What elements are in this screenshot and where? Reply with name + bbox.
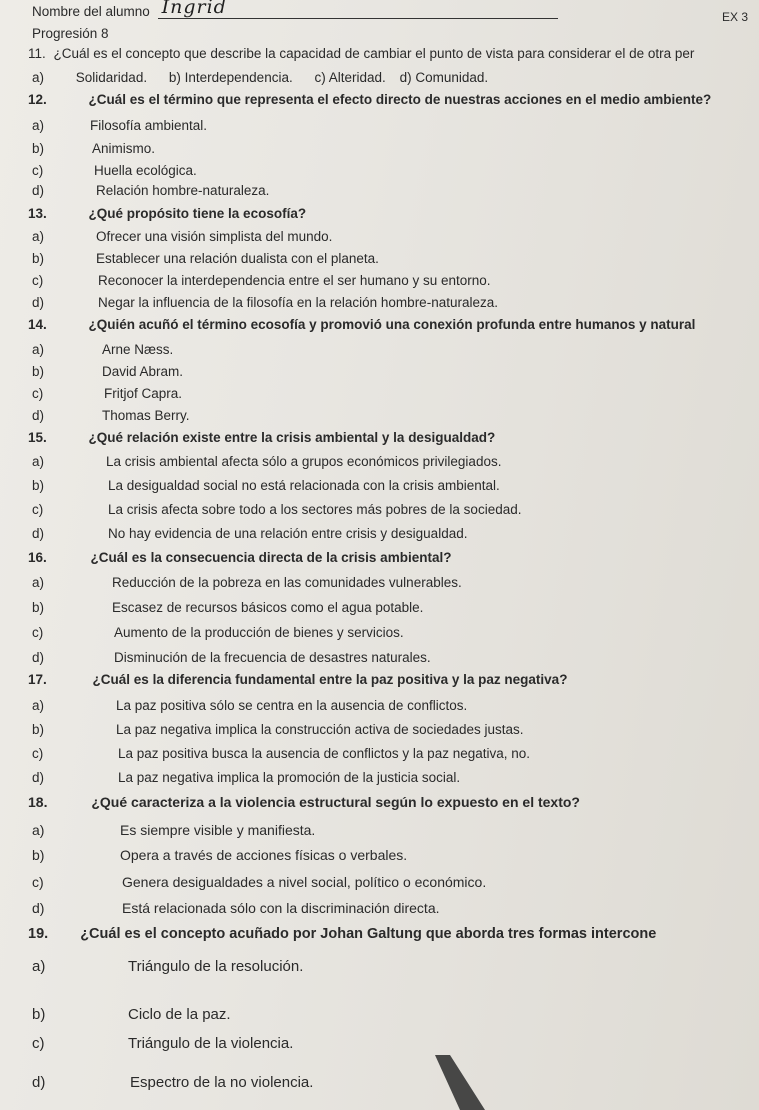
option-text: Ciclo de la paz. — [128, 1006, 231, 1023]
question-16 — [28, 550, 451, 565]
question-number: 16. — [28, 550, 47, 565]
option-letter: b) — [32, 1006, 46, 1023]
option-text: Establecer una relación dualista con el planeta. — [96, 251, 379, 266]
option-text: Interdependencia. — [184, 70, 293, 85]
option-letter: b) — [32, 251, 45, 266]
option-letter: a) — [32, 454, 45, 469]
q15-option-c — [32, 502, 522, 517]
option-letter: c) — [32, 502, 44, 517]
q13-option-c — [32, 273, 491, 288]
question-17 — [28, 672, 567, 687]
option-letter: b) — [32, 141, 45, 156]
option-letter: c) — [32, 386, 44, 401]
student-name-handwritten: Ingrid — [161, 0, 227, 18]
question-19 — [28, 926, 656, 942]
question-number: 17. — [28, 672, 47, 687]
q18-option-c — [32, 874, 487, 890]
option-letter: c) — [32, 625, 44, 640]
q16-option-c — [32, 625, 404, 640]
q11-options — [32, 70, 488, 85]
option-letter: b) — [168, 70, 181, 85]
q14-option-a — [32, 342, 174, 357]
option-letter: a) — [32, 342, 45, 357]
q13-option-b — [32, 251, 379, 266]
pen-shadow — [405, 1055, 485, 1110]
option-text: La paz negativa implica la construcción activa de sociedades justas. — [116, 722, 524, 737]
q16-option-b — [32, 600, 424, 615]
option-letter: b) — [32, 364, 45, 379]
question-number: 11. — [28, 46, 46, 61]
option-letter: a) — [32, 575, 45, 590]
question-number: 12. — [28, 92, 47, 107]
option-letter: a) — [32, 698, 45, 713]
question-12 — [28, 92, 711, 107]
q12-option-b — [32, 141, 156, 156]
q14-option-b — [32, 364, 184, 379]
option-letter: a) — [32, 70, 45, 85]
option-text: Genera desigualdades a nivel social, político o económico. — [122, 874, 487, 890]
option-letter: a) — [32, 229, 45, 244]
option-letter: b) — [32, 722, 45, 737]
option-letter: b) — [32, 847, 45, 863]
option-text: La paz positiva sólo se centra en la ausencia de conflictos. — [116, 698, 468, 713]
option-text: La paz negativa implica la promoción de la justicia social. — [118, 770, 461, 785]
option-text: Animismo. — [92, 141, 156, 156]
option-text: Disminución de la frecuencia de desastres naturales. — [114, 650, 431, 665]
name-label: Nombre del alumno — [32, 4, 150, 19]
q16-option-d — [32, 650, 431, 665]
q15-option-d — [32, 526, 468, 541]
option-text: La desigualdad social no está relacionada con la crisis ambiental. — [108, 478, 500, 493]
q18-option-b — [32, 847, 408, 863]
question-text: ¿Quién acuñó el término ecosofía y promovió una conexión profunda entre humanos y natural — [88, 317, 696, 332]
question-number: 18. — [28, 794, 48, 810]
q13-option-d — [32, 295, 498, 310]
q17-option-a — [32, 698, 468, 713]
option-text: Escasez de recursos básicos como el agua potable. — [112, 600, 424, 615]
option-text: Solidaridad. — [75, 70, 148, 85]
option-text: Arne Næss. — [102, 342, 174, 357]
q19-option-c — [32, 1035, 294, 1052]
q19-option-a — [32, 958, 304, 975]
option-text: Triángulo de la resolución. — [128, 958, 304, 975]
option-letter: d) — [399, 70, 412, 85]
option-letter: d) — [32, 295, 45, 310]
option-letter: b) — [32, 600, 45, 615]
question-number: 14. — [28, 317, 47, 332]
option-letter: a) — [32, 822, 45, 838]
student-name-row — [32, 2, 558, 19]
question-18 — [28, 794, 580, 810]
option-text: No hay evidencia de una relación entre crisis y desigualdad. — [108, 526, 468, 541]
option-letter: d) — [32, 900, 45, 916]
name-field — [158, 2, 558, 19]
option-letter: c) — [314, 70, 326, 85]
q14-option-c — [32, 386, 183, 401]
option-letter: d) — [32, 408, 45, 423]
option-text: Está relacionada sólo con la discriminación directa. — [122, 900, 440, 916]
question-number: 19. — [28, 926, 49, 942]
option-text: David Abram. — [102, 364, 184, 379]
q15-option-a — [32, 454, 502, 469]
option-text: Comunidad. — [415, 70, 489, 85]
option-text: Filosofía ambiental. — [90, 118, 208, 133]
option-letter: b) — [32, 478, 45, 493]
option-letter: d) — [32, 770, 45, 785]
option-text: Ofrecer una visión simplista del mundo. — [96, 229, 333, 244]
question-text: ¿Cuál es el término que representa el efecto directo de nuestras acciones en el medio ambiente? — [88, 92, 712, 107]
option-letter: a) — [32, 958, 46, 975]
q19-option-d — [32, 1074, 314, 1091]
option-text: Negar la influencia de la filosofía en la relación hombre-naturaleza. — [98, 295, 498, 310]
q12-option-c — [32, 163, 197, 178]
option-letter: c) — [32, 1035, 45, 1052]
option-text: Reducción de la pobreza en las comunidades vulnerables. — [112, 575, 462, 590]
question-number: 15. — [28, 430, 47, 445]
option-letter: c) — [32, 163, 44, 178]
option-letter: a) — [32, 118, 45, 133]
q13-option-a — [32, 229, 333, 244]
option-text: Aumento de la producción de bienes y servicios. — [114, 625, 404, 640]
option-text: La crisis afecta sobre todo a los sectores más pobres de la sociedad. — [108, 502, 522, 517]
option-letter: d) — [32, 650, 45, 665]
question-text: ¿Qué propósito tiene la ecosofía? — [88, 206, 307, 221]
question-11 — [28, 46, 694, 61]
progression-title: Progresión 8 — [32, 26, 109, 41]
option-text: Huella ecológica. — [94, 163, 197, 178]
option-text: La paz positiva busca la ausencia de conflictos y la paz negativa, no. — [118, 746, 531, 761]
question-text: ¿Cuál es el concepto que describe la capacidad de cambiar el punto de vista para considerar el de otra per — [53, 46, 695, 61]
option-letter: c) — [32, 874, 44, 890]
option-letter: c) — [32, 273, 44, 288]
option-text: Reconocer la interdependencia entre el ser humano y su entorno. — [98, 273, 491, 288]
q12-option-d — [32, 183, 270, 198]
q17-option-b — [32, 722, 524, 737]
question-14 — [28, 317, 695, 332]
question-text: ¿Cuál es la diferencia fundamental entre la paz positiva y la paz negativa? — [92, 672, 568, 687]
q17-option-d — [32, 770, 461, 785]
option-text: Thomas Berry. — [102, 408, 190, 423]
option-text: Fritjof Capra. — [104, 386, 183, 401]
question-text: ¿Qué caracteriza a la violencia estructural según lo expuesto en el texto? — [91, 794, 580, 810]
q18-option-d — [32, 900, 440, 916]
q12-option-a — [32, 118, 208, 133]
q14-option-d — [32, 408, 190, 423]
question-text: ¿Cuál es el concepto acuñado por Johan Galtung que aborda tres formas intercone — [80, 926, 657, 942]
option-letter: d) — [32, 1074, 46, 1091]
question-number: 13. — [28, 206, 47, 221]
question-text: ¿Cuál es la consecuencia directa de la crisis ambiental? — [90, 550, 452, 565]
q18-option-a — [32, 822, 316, 838]
option-letter: d) — [32, 183, 45, 198]
option-text: Alteridad. — [328, 70, 386, 85]
q19-option-b — [32, 1006, 231, 1023]
question-15 — [28, 430, 495, 445]
question-text: ¿Qué relación existe entre la crisis ambiental y la desigualdad? — [88, 430, 496, 445]
q16-option-a — [32, 575, 462, 590]
option-letter: d) — [32, 526, 45, 541]
option-text: Espectro de la no violencia. — [130, 1074, 314, 1091]
option-text: Es siempre visible y manifiesta. — [120, 822, 316, 838]
q17-option-c — [32, 746, 531, 761]
option-text: Opera a través de acciones físicas o verbales. — [120, 847, 408, 863]
option-text: La crisis ambiental afecta sólo a grupos económicos privilegiados. — [106, 454, 502, 469]
option-text: Triángulo de la violencia. — [128, 1035, 294, 1052]
option-text: Relación hombre-naturaleza. — [96, 183, 270, 198]
q15-option-b — [32, 478, 500, 493]
question-13 — [28, 206, 306, 221]
option-letter: c) — [32, 746, 44, 761]
exam-code: EX 3 — [722, 10, 749, 24]
